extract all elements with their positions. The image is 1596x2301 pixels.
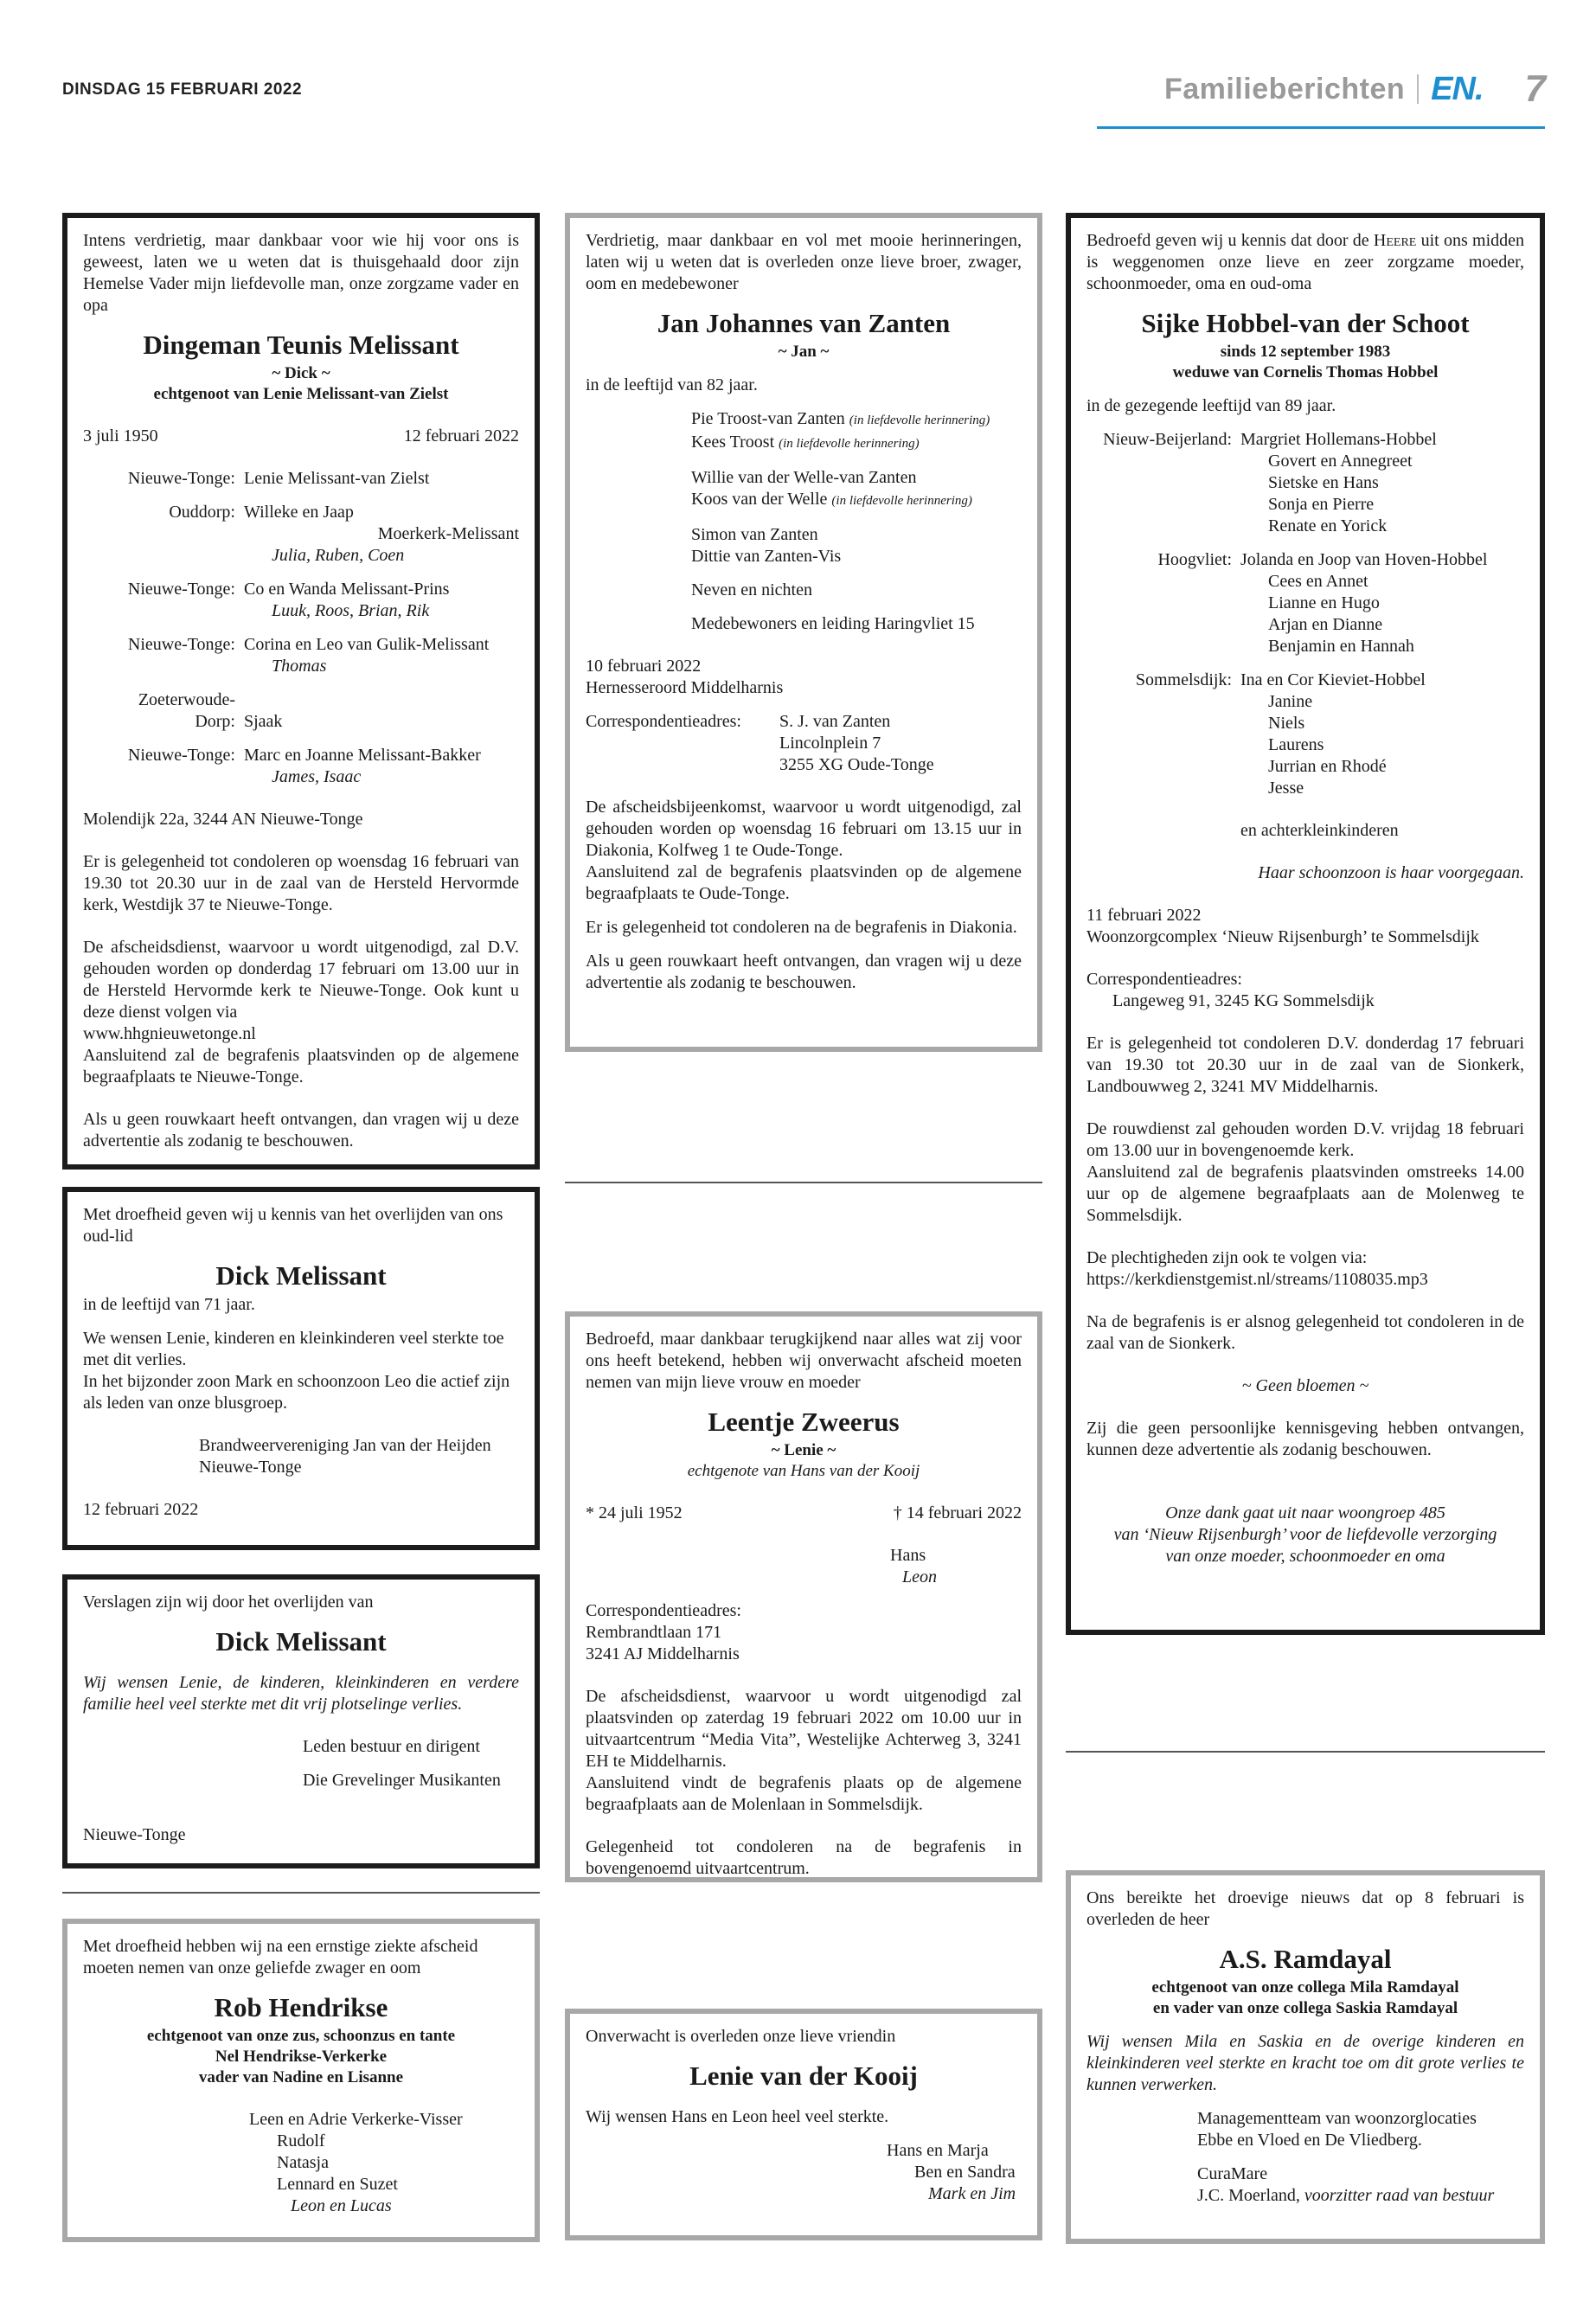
wish-text: Wij wensen Mila en Saskia en de overige kinderen en kleinkinderen veel sterkte en kracht toe om dit grote verlies te kunnen verwerken. <box>1086 2032 1524 2094</box>
grandchildren: Julia, Ruben, Coen <box>272 546 405 565</box>
service-info: De rouwdienst zal gehouden worden D.V. vrijdag 18 februari om 13.00 uur in bovengenoemde kerk. <box>1086 1119 1524 1160</box>
ad-leentje-zweerus <box>565 1311 1042 1882</box>
family-place: Nieuwe-Tonge: <box>127 580 235 599</box>
closing-note: Als u geen rouwkaart heeft ontvangen, dan vragen wij u deze advertentie als zodanig te beschouwen. <box>586 952 1022 992</box>
closing-note: Zij die geen persoonlijke kennisgeving hebben ontvangen, kunnen deze advertentie als zodanig beschouwen. <box>1086 1419 1524 1459</box>
family-place: Nieuwe-Tonge: <box>127 469 235 488</box>
family-member: Benjamin en Hannah <box>1268 637 1414 656</box>
burial-info: Aansluitend zal de begrafenis plaatsvinden op de algemene begraafplaats te Oude-Tonge. <box>586 862 1022 903</box>
ad-intro: Met droefheid hebben wij na een ernstige ziekte afscheid moeten nemen van onze geliefde zwager en oom <box>83 1937 478 1977</box>
family-member: Simon van Zanten <box>691 525 818 544</box>
wish-text: Wij wensen Hans en Leon heel veel sterkte. <box>586 2107 889 2126</box>
family-member: Co en Wanda Melissant-Prins <box>244 580 450 599</box>
death-date: 12 februari 2022 <box>403 426 519 445</box>
grandchildren: Leon en Lucas <box>291 2196 392 2215</box>
ad-dick-melissant-musikanten <box>62 1574 540 1868</box>
ad-intro: Intens verdrietig, maar dankbaar voor wie hij voor ons is geweest, laten we u weten dat is thuisgehaald door zijn Hemelse Vader mijn liefdevolle man, onze zorgzame vader en opa <box>83 231 519 315</box>
header-accent-line <box>1097 126 1545 129</box>
family-member: Sjaak <box>244 712 283 731</box>
memorial-note: Haar schoonzoon is haar voorgegaan. <box>1258 863 1524 882</box>
column-rule <box>1066 1751 1545 1753</box>
age-line: in de leeftijd van 71 jaar. <box>83 1295 255 1314</box>
sender-organization: Die Grevelinger Musikanten <box>303 1771 501 1790</box>
family-place: Dorp: <box>195 712 235 731</box>
ad-dingeman-melissant <box>62 213 540 1170</box>
grandchildren: Thomas <box>272 657 327 676</box>
signature: Hans en Marja <box>887 2141 989 2160</box>
ad-date: 10 februari 2022 <box>586 657 702 676</box>
family-place: Nieuwe-Tonge: <box>127 635 235 654</box>
family-member: Jesse <box>1268 779 1304 798</box>
family-member: Govert en Annegreet <box>1268 452 1413 471</box>
family-group-sommelsdijk <box>1086 670 1524 799</box>
correspondence-address <box>586 711 1022 776</box>
family-member: Rudolf <box>277 2131 325 2150</box>
family-member: Lianne en Hugo <box>1268 593 1380 612</box>
family-member: Corina en Leo van Gulik-Melissant <box>244 635 490 654</box>
family-member: Koos van der Welle <box>691 490 828 509</box>
stream-url[interactable]: https://kerkdienstgemist.nl/streams/1108035.mp3 <box>1086 1270 1428 1289</box>
condolence-info: Er is gelegenheid tot condoleren op woensdag 16 februari van 19.30 tot 20.30 uur in de zaal van de Hersteld Hervormde kerk, Westdijk 37 te Nieuwe-Tonge. <box>83 852 519 914</box>
condolence-info: Er is gelegenheid tot condoleren na de begrafenis in Diakonia. <box>586 918 1017 937</box>
family-member: Ina en Cor Kieviet-Hobbel <box>1240 670 1426 689</box>
column-rule <box>62 1892 540 1894</box>
life-dates <box>586 1503 1022 1524</box>
condolence-info: Er is gelegenheid tot condoleren D.V. donderdag 17 februari van 19.30 tot 20.30 uur in de zaal van de Sionkerk, Landbouwweg 2, 3241 MV Middelharnis. <box>1086 1034 1524 1096</box>
relation-line-1: echtgenoot van onze zus, schoonzus en tante <box>146 2027 456 2045</box>
family-member: Sietske en Hans <box>1268 473 1379 492</box>
ad-dick-melissant-brandweer <box>62 1187 540 1550</box>
newspaper-logo: EN. <box>1431 70 1484 107</box>
address-line: 3255 XG Oude-Tonge <box>779 755 934 774</box>
stream-url[interactable]: www.hhgnieuwetonge.nl <box>83 1024 256 1043</box>
home-address: Molendijk 22a, 3244 AN Nieuwe-Tonge <box>83 810 363 829</box>
stream-info: De plechtigheden zijn ook te volgen via: <box>1086 1248 1368 1267</box>
memorial-note: (in liefdevolle herinnering) <box>849 413 990 427</box>
ad-as-ramdayal <box>1066 1870 1545 2244</box>
ad-intro: Bedroefd, maar dankbaar terugkijkend naar alles wat zij voor ons heeft betekend, hebben wij onverwacht afscheid moeten nemen van mijn lieve vrouw en moeder <box>586 1330 1022 1392</box>
service-info: De afscheidsdienst, waarvoor u wordt uitgenodigd, zal D.V. gehouden worden op donderdag 17 februari om 13.00 uur in de Hersteld Hervormde kerk te Nieuwe-Tonge. Ook kunt u deze dienst volgen via <box>83 938 519 1022</box>
ad-intro: Onverwacht is overleden onze lieve vriendin <box>586 2027 896 2046</box>
header-divider <box>1417 74 1419 104</box>
thanks-line-1: Onze dank gaat uit naar woongroep 485 <box>1165 1503 1445 1522</box>
condolence-info: Gelegenheid tot condoleren na de begrafenis in bovengenoemd uitvaartcentrum. <box>586 1837 1022 1878</box>
family-member: Neven en nichten <box>691 580 812 599</box>
wish-text: Wij wensen Lenie, de kinderen, kleinkinderen en verdere familie heel veel sterkte met dit vrij plotselinge verlies. <box>83 1673 519 1714</box>
spouse-line: echtgenoot van Lenie Melissant-van Zielst <box>153 385 449 403</box>
family-list <box>586 408 1022 635</box>
deceased-name: Rob Hendrikse <box>214 1992 388 2022</box>
ad-date: 12 februari 2022 <box>83 1500 199 1519</box>
thanks-line-3: van onze moeder, schoonmoeder en oma <box>1165 1547 1445 1566</box>
ad-intro: Verslagen zijn wij door het overlijden van <box>83 1593 374 1612</box>
family-member: Laurens <box>1268 735 1324 754</box>
ad-location: Woonzorgcomplex ‘Nieuw Rijsenburgh’ te Sommelsdijk <box>1086 927 1479 946</box>
family-member: Pie Troost-van Zanten <box>691 409 845 428</box>
family-member: Lennard en Suzet <box>277 2175 398 2194</box>
address-line: Lincolnplein 7 <box>779 734 881 753</box>
ad-intro: Verdrietig, maar dankbaar en vol met mooie herinneringen, laten wij u weten dat is overleden onze lieve broer, zwager, oom en medebewoner <box>586 231 1022 293</box>
grandchildren: Luuk, Roos, Brian, Rik <box>272 601 430 620</box>
relation-line-1: echtgenoot van onze collega Mila Ramdayal <box>1151 1978 1459 1997</box>
family-member: Cees en Annet <box>1268 572 1368 591</box>
family-member: Kees Troost <box>691 433 775 452</box>
family-member: Renate en Yorick <box>1268 516 1388 535</box>
ad-lenie-van-der-kooij <box>565 2009 1042 2240</box>
ad-place: Nieuwe-Tonge <box>83 1825 186 1844</box>
deceased-name: A.S. Ramdayal <box>1219 1944 1392 1974</box>
issue-date: DINSDAG 15 FEBRUARI 2022 <box>62 80 303 99</box>
family-group-nieuw-beijerland <box>1086 429 1524 537</box>
correspondence-label: Correspondentieadres: <box>586 712 741 731</box>
age-line: in de gezegende leeftijd van 89 jaar. <box>1086 396 1336 415</box>
address-line: Langeweg 91, 3245 KG Sommelsdijk <box>1112 991 1375 1010</box>
signature-spouse: Hans <box>890 1546 926 1565</box>
section-title: Familieberichten <box>1163 72 1406 106</box>
nickname: ~ Dick ~ <box>272 364 330 382</box>
family-member: Leen en Adrie Verkerke-Visser <box>249 2110 463 2129</box>
gathering-info: De afscheidsbijeenkomst, waarvoor u wordt uitgenodigd, zal gehouden worden op woensdag 16 februari om 13.15 uur in Diakonia, Kolfweg 1 te Oude-Tonge. <box>586 798 1022 860</box>
family-place: Sommelsdijk: <box>1135 670 1232 689</box>
ad-jan-van-zanten <box>565 213 1042 1052</box>
heere-word: Heere <box>1373 231 1417 250</box>
deceased-name: Sijke Hobbel-van der Schoot <box>1141 308 1470 338</box>
address-line: Rembrandtlaan 171 <box>586 1623 722 1642</box>
burial-info: Aansluitend zal de begrafenis plaatsvinden op de algemene begraafplaats te Nieuwe-Tonge. <box>83 1046 519 1086</box>
page-number: 7 <box>1524 67 1546 110</box>
sender-line-1: Leden bestuur en dirigent <box>303 1737 480 1756</box>
relation-line-2: en vader van onze collega Saskia Ramdayal <box>1152 1999 1458 2017</box>
ad-date: 11 februari 2022 <box>1086 906 1202 925</box>
family-member: Marc en Joanne Melissant-Bakker <box>244 746 481 765</box>
birth-date: * 24 juli 1952 <box>586 1503 683 1522</box>
wish-text: We wensen Lenie, kinderen en kleinkinderen veel sterkte toe met dit verlies. <box>83 1329 504 1369</box>
nickname: ~ Lenie ~ <box>771 1441 836 1459</box>
memorial-note: (in liefdevolle herinnering) <box>831 494 972 508</box>
signature: Ben en Sandra <box>914 2163 1016 2182</box>
ad-intro: Met droefheid geven wij u kennis van het overlijden van ons oud-lid <box>83 1205 503 1246</box>
wish-text-2: In het bijzonder zoon Mark en schoonzoon Leo die actief zijn als leden van onze blusgroep. <box>83 1372 510 1413</box>
address-line: 3241 AJ Middelharnis <box>586 1644 740 1663</box>
deceased-name: Lenie van der Kooij <box>689 2061 918 2091</box>
sender-organization: Brandweervereniging Jan van der Heijden <box>199 1436 491 1455</box>
deceased-name: Dick Melissant <box>215 1626 387 1657</box>
deceased-name: Jan Johannes van Zanten <box>657 308 951 338</box>
ad-location: Hernesseroord Middelharnis <box>586 678 784 697</box>
deceased-name: Dick Melissant <box>215 1260 387 1291</box>
family-member: Niels <box>1268 714 1305 733</box>
correspondence-label: Correspondentieadres: <box>1086 970 1242 989</box>
ad-rob-hendrikse <box>62 1919 540 2242</box>
relation-line-3: vader van Nadine en Lisanne <box>198 2068 404 2086</box>
family-member: Janine <box>1268 692 1313 711</box>
memorial-note: (in liefdevolle herinnering) <box>779 437 920 451</box>
correspondence-label: Correspondentieadres: <box>586 1601 741 1620</box>
closing-note: Als u geen rouwkaart heeft ontvangen, dan vragen wij u deze advertentie als zodanig te beschouwen. <box>83 1110 519 1150</box>
family-member: Sonja en Pierre <box>1268 495 1375 514</box>
burial-info: Aansluitend zal de begrafenis plaatsvinden omstreeks 14.00 uur op de algemene begraafplaats aan de Molenweg te Sommelsdijk. <box>1086 1163 1524 1225</box>
grandchildren: James, Isaac <box>272 767 362 786</box>
relation-line-2: Nel Hendrikse-Verkerke <box>215 2048 388 2066</box>
ad-intro: Bedroefd geven wij u kennis dat door de Heere uit ons midden is weggenomen onze lieve en zeer zorgzame moeder, schoonmoeder, oma en oud-oma <box>1086 231 1524 293</box>
service-info: De afscheidsdienst, waarvoor u wordt uitgenodigd zal plaatsvinden op zaterdag 19 februari 2022 om 10.00 uur in uitvaartcentrum “Media Vita”, Westelijke Achterweg 3, 3241 EH te Middelharnis. <box>586 1687 1022 1771</box>
birth-date: 3 juli 1950 <box>83 426 158 445</box>
spouse-line: echtgenote van Hans van der Kooij <box>687 1462 920 1480</box>
no-flowers: ~ Geen bloemen ~ <box>1241 1376 1369 1395</box>
masthead <box>1164 67 1546 111</box>
widow-of: weduwe van Cornelis Thomas Hobbel <box>1172 363 1439 381</box>
sender-organization: CuraMare <box>1197 2164 1268 2183</box>
signature: Mark en Jim <box>928 2184 1016 2203</box>
family-member: Willeke en Jaap <box>244 503 354 522</box>
family-member: Jurrian en Rhodé <box>1268 757 1387 776</box>
family-place: Ouddorp: <box>169 503 235 522</box>
family-place: Hoogvliet: <box>1157 550 1232 569</box>
great-grandchildren: en achterkleinkinderen <box>1240 821 1399 840</box>
deceased-name: Leentje Zweerus <box>708 1407 900 1437</box>
family-place: Zoeterwoude- <box>138 690 235 709</box>
family-member: Dittie van Zanten-Vis <box>691 547 842 566</box>
thanks-line-2: van ‘Nieuw Rijsenburgh’ voor de liefdevolle verzorging <box>1113 1525 1497 1544</box>
family-member: Arjan en Dianne <box>1268 615 1383 634</box>
family-member: Willie van der Welle-van Zanten <box>691 468 917 487</box>
family-place: Nieuw-Beijerland: <box>1103 430 1232 449</box>
family-member: Margriet Hollemans-Hobbel <box>1240 430 1437 449</box>
ad-sijke-hobbel <box>1066 213 1545 1635</box>
family-member: Medebewoners en leiding Haringvliet 15 <box>691 614 975 633</box>
sender-signatory: J.C. Moerland, voorzitter raad van bestuur <box>1197 2186 1495 2205</box>
sender-line: Ebbe en Vloed en De Vliedberg. <box>1197 2131 1422 2150</box>
widow-since: sinds 12 september 1983 <box>1220 343 1391 361</box>
family-member: Jolanda en Joop van Hoven-Hobbel <box>1240 550 1488 569</box>
burial-info: Aansluitend vindt de begrafenis plaats op de algemene begraafplaats aan de Molenlaan in Sommelsdijk. <box>586 1773 1022 1814</box>
deceased-name: Dingeman Teunis Melissant <box>143 330 459 360</box>
nickname: ~ Jan ~ <box>778 343 830 361</box>
age-line: in de leeftijd van 82 jaar. <box>586 375 758 394</box>
sender-place: Nieuwe-Tonge <box>199 1458 302 1477</box>
life-dates <box>83 426 519 447</box>
signature-child: Leon <box>902 1567 937 1586</box>
column-rule <box>565 1182 1042 1183</box>
family-list <box>83 468 519 788</box>
family-place: Nieuwe-Tonge: <box>127 746 235 765</box>
family-member: Lenie Melissant-van Zielst <box>244 469 430 488</box>
sender-line: Managementteam van woonzorglocaties <box>1197 2109 1477 2128</box>
ad-intro: Ons bereikte het droevige nieuws dat op 8 februari is overleden de heer <box>1086 1888 1524 1929</box>
after-funeral-condolence: Na de begrafenis is er alsnog gelegenheid tot condoleren in de zaal van de Sionkerk. <box>1086 1312 1524 1353</box>
family-member: Moerkerk-Melissant <box>377 524 519 543</box>
family-member: Natasja <box>277 2153 329 2172</box>
death-date: † 14 februari 2022 <box>893 1503 1022 1522</box>
family-group-hoogvliet <box>1086 549 1524 657</box>
address-line: S. J. van Zanten <box>779 712 891 731</box>
